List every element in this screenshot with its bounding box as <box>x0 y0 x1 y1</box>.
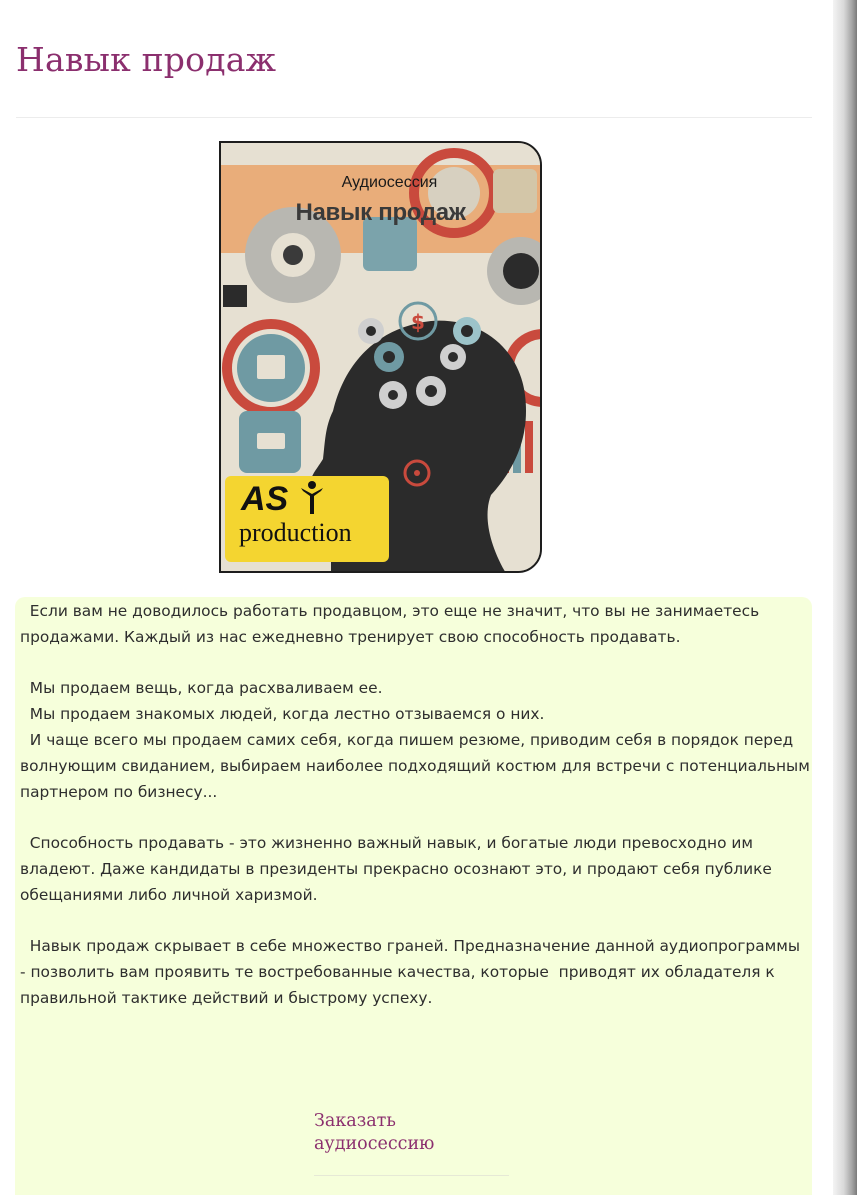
cover-kicker: Аудиосессия <box>341 174 438 191</box>
svg-text:$: $ <box>411 310 425 334</box>
brand-sub: production <box>239 518 352 547</box>
description-text: Если вам не доводилось работать продавцом, это еще не значит, что вы не занимаетесь продажами. Каждый из нас ежедневно тренирует свою способность продавать. Мы продаем вещь, когда расхваливаем ее. Мы продаем знакомых людей, когда лестно отзываемся о них. И чаще всего мы продаем самих себя, когда пишем резюме, приводим себя в порядок перед волнующим свиданием, выбираем наиболее подходящий костюм для встречи с потенциальным партнером по бизнесу... Способность продавать - это жизненно важный навык, и богатые люди превосходно им владеют. Даже кандидаты в президенты прекрасно осознают это, и продают себя публике обещаниями либо личной харизмой. Навык продаж скрывает в себе множество граней. Предназначение данной аудиопрограммы - позволить вам проявить те востребованные качества, которые приводят их обладателя к правильной тактике действий и быстрому успеху. <box>20 602 810 1007</box>
page-edge-scrollbar <box>833 0 857 1195</box>
order-link-divider <box>314 1175 509 1176</box>
brand-logo <box>225 476 389 562</box>
page-title: Навык продаж <box>16 40 277 79</box>
order-audiosession-link[interactable]: Заказать аудиосессию <box>314 1111 435 1154</box>
brand-mark: AS <box>241 480 289 518</box>
dancer-icon <box>299 480 325 516</box>
description-box <box>15 597 812 1195</box>
cover-image <box>219 141 542 573</box>
title-divider <box>16 117 812 118</box>
cover-title: Навык продаж <box>295 199 466 226</box>
